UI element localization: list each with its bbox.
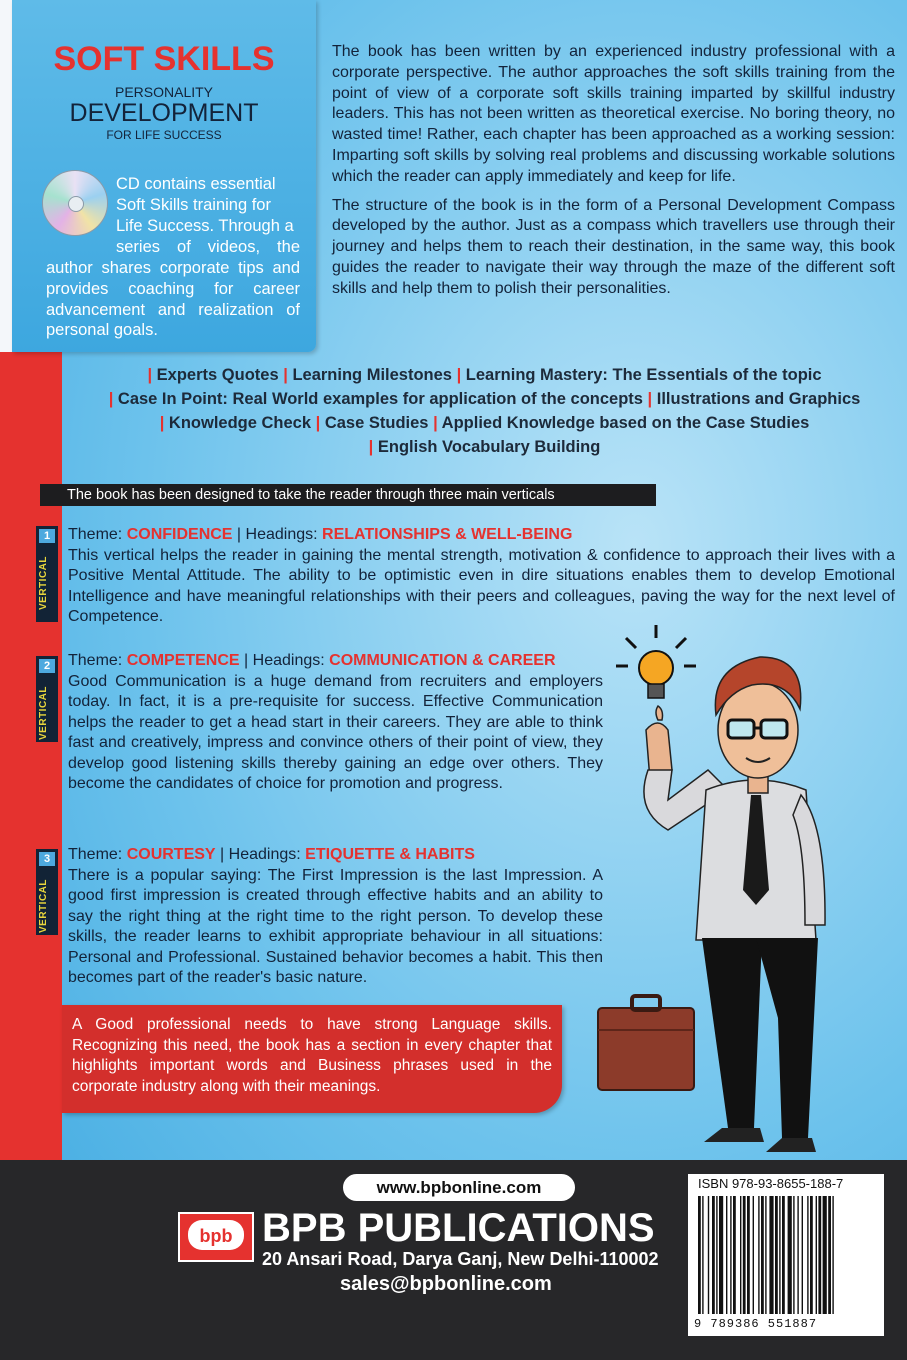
vertical-3-body: There is a popular saying: The First Impression is the last Impression. A good first impression is created through effective habits and an ability to say the right thing at the right time to the right person. To develop these skills, the reader learns to exhibit appropriate behaviour in all situations: Personal and Professional. Sustained behavior becomes a habit. This then becomes part of the reader's basic nature.: [68, 866, 603, 986]
title-box: [12, 0, 316, 352]
barcode-digits: 9 789386 551887: [694, 1317, 818, 1331]
barcode-bar: [797, 1196, 798, 1314]
barcode-image: [698, 1196, 874, 1314]
vertical-1-block: [68, 525, 895, 628]
bpb-logo: [178, 1212, 254, 1262]
barcode-bar: [758, 1196, 759, 1314]
barcode-bar: [702, 1196, 703, 1314]
vertical-1-body: This vertical helps the reader in gaining the mental strength, motivation & confidence to approach their lives with a Positive Mental Attitude. The ability to be optimistic even in dire situations enables them to develop Emotional Intelligence and have meaningful relationships with their peers and colleagues, paving the way for the next level of Competence.: [68, 546, 895, 625]
barcode-bar: [712, 1196, 715, 1314]
intro-text: [332, 42, 895, 308]
publisher-email[interactable]: sales@bpbonline.com: [340, 1273, 552, 1295]
title-personality: PERSONALITY: [114, 84, 214, 100]
cd-text-rest: author shares corporate tips and provides coaching for career advancement and realization of personal goals.: [46, 259, 300, 340]
cd-text-line-1: CD contains essential: [116, 175, 276, 193]
barcode-bar: [828, 1196, 831, 1314]
barcode-bar: [743, 1196, 746, 1314]
barcode-bar: [730, 1196, 731, 1314]
feature-line-4: | English Vocabulary Building: [368, 438, 601, 456]
verticals-banner: The book has been designed to take the reader through three main verticals: [40, 484, 656, 506]
bpb-logo-text: bpb: [199, 1226, 233, 1246]
barcode-bar: [779, 1196, 780, 1314]
vertical-2-block: [68, 651, 603, 795]
vertical-3-block: [68, 845, 603, 989]
barcode-bar: [810, 1196, 813, 1314]
isbn-label: ISBN 978-93-8655-188-7: [698, 1176, 844, 1191]
feature-line-1: | Experts Quotes | Learning Milestones | Learning Mastery: The Essentials of the topic: [147, 366, 822, 384]
publisher-address: 20 Ansari Road, Darya Ganj, New Delhi-110002: [262, 1249, 659, 1269]
businessman-illustration: [596, 620, 896, 1160]
feature-item: Experts Quotes: [156, 366, 279, 384]
barcode-bar: [818, 1196, 821, 1314]
barcode-bar: [708, 1196, 709, 1314]
barcode-bar: [775, 1196, 778, 1314]
language-skills-text: A Good professional needs to have strong Language skills. Recognizing this need, the book has a section in every chapter that highlights important words and Business phrases used in the corporate industry along with their meanings.: [72, 1016, 552, 1095]
barcode-bar: [726, 1196, 727, 1314]
barcode-bar: [765, 1196, 766, 1314]
cd-text-line-3: Life Success. Through a: [116, 217, 294, 235]
left-red-bar: [0, 352, 62, 1160]
cd-text-line-4: series of videos, the: [116, 238, 300, 256]
publisher-name: BPB PUBLICATIONS: [262, 1206, 655, 1250]
feature-line-3: | Knowledge Check | Case Studies | Applied Knowledge based on the Case Studies: [159, 414, 810, 432]
title-subtitle: FOR LIFE SUCCESS: [106, 128, 222, 142]
intro-paragraph-1: The book has been written by an experienced industry professional with a corporate perspective. The author approaches the soft skills training from the point of view of a corporate soft skills training imparted by skillful industry leaders. This has not been written as theoretical exercise. No boring theory, no wasted time! Rather, each chapter has been approached as a working session: Imparting soft skills by solving real problems and discussing workable solutions which the reader can apply immediately and keep for life.: [332, 43, 895, 185]
feature-item: Case Studies: [324, 414, 429, 432]
feature-item: English Vocabulary Building: [377, 438, 601, 456]
feature-item: Learning Milestones: [292, 366, 452, 384]
barcode-bar: [832, 1196, 833, 1314]
title-soft-skills: SOFT SKILLS: [53, 40, 275, 78]
title-development: DEVELOPMENT: [69, 99, 259, 127]
feature-item: Applied Knowledge based on the Case Studies: [441, 414, 810, 432]
feature-item: Knowledge Check: [168, 414, 312, 432]
vertical-2-heading: Theme: COMPETENCE | Headings: COMMUNICATION & CAREER: [68, 652, 556, 669]
vertical-2-body: Good Communication is a huge demand from recruiters and employers today. In fact, it is a pre-requisite for success. Effective Communication helps the reader to get a head start in their careers. They are able to think fast and creatively, impress and convince others of their point of view, they develop good listening skills thereby gaining an edge over others. They become the candidates of choice for promotion and progress.: [68, 672, 603, 792]
barcode-bar: [761, 1196, 764, 1314]
barcode-bar: [769, 1196, 773, 1314]
cd-text-line-2: Soft Skills training for: [116, 196, 271, 214]
barcode-bar: [716, 1196, 717, 1314]
vertical-3-tag: 3 VERTICAL: [36, 849, 58, 935]
barcode-bar: [807, 1196, 808, 1314]
isbn-barcode-box: [688, 1174, 884, 1336]
cd-disc-icon: [42, 170, 108, 236]
website-url[interactable]: www.bpbonline.com: [343, 1174, 575, 1201]
feature-line-2: | Case In Point: Real World examples for application of the concepts | Illustrations and Graphics: [108, 390, 861, 408]
barcode-bar: [823, 1196, 827, 1314]
vertical-3-heading: Theme: COURTESY | Headings: ETIQUETTE & HABITS: [68, 846, 475, 863]
intro-paragraph-2: The structure of the book is in the form of a Personal Development Compass developed by the author. Just as a compass which travellers use through their journey and helps them to reach their destination, in the same way, this book guides the reader to navigate their way through the maze of the different soft skills and help them to polish their personalities.: [332, 196, 895, 297]
barcode-bar: [782, 1196, 785, 1314]
barcode-bar: [740, 1196, 741, 1314]
feature-item: Case In Point: Real World examples for application of the concepts: [117, 390, 643, 408]
feature-item: Learning Mastery: The Essentials of the topic: [465, 366, 822, 384]
barcode-bar: [793, 1196, 794, 1314]
barcode-bar: [698, 1196, 701, 1314]
barcode-bar: [733, 1196, 736, 1314]
vertical-1-tag: 1 VERTICAL: [36, 526, 58, 622]
barcode-bar: [747, 1196, 750, 1314]
feature-item: Illustrations and Graphics: [656, 390, 861, 408]
barcode-bar: [788, 1196, 792, 1314]
language-skills-box: [62, 1005, 562, 1113]
vertical-1-heading: Theme: CONFIDENCE | Headings: RELATIONSHIPS & WELL-BEING: [68, 526, 573, 543]
briefcase-icon: [598, 996, 694, 1090]
barcode-bar: [816, 1196, 817, 1314]
barcode-bar: [719, 1196, 723, 1314]
barcode-bar: [802, 1196, 803, 1314]
barcode-bar: [753, 1196, 754, 1314]
vertical-2-tag: 2 VERTICAL: [36, 656, 58, 742]
lightbulb-icon: [616, 625, 696, 698]
